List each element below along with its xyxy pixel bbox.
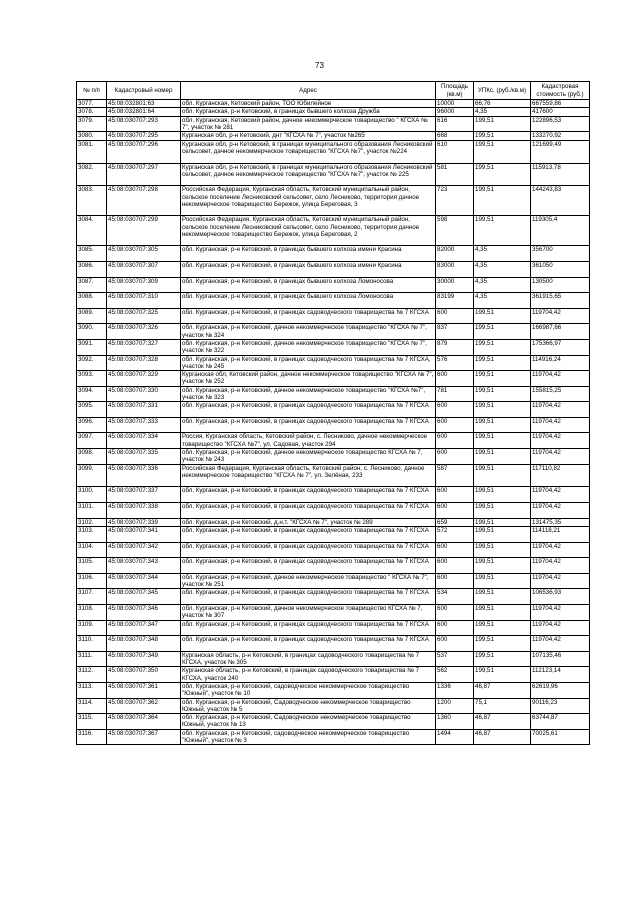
cell-upks: 199,51	[474, 449, 531, 465]
table-row	[77, 216, 590, 246]
cell-cadastral-cost: 62619,96	[531, 682, 590, 698]
cell-cadastral-number: 45:08:030707:331	[107, 402, 181, 418]
cell-address: Российская Федерация, Курганская область, Кетовский муниципальный район, сельское поселение Лесниковский сельсовет, село Лесниково, территория дачное некоммерческое товарищество Бережок, улица Береговая, 3	[181, 186, 436, 216]
cell-area: 1494	[436, 729, 474, 745]
cell-num: 3095.	[77, 402, 107, 418]
cell-cadastral-number: 45:08:030707:326	[107, 324, 181, 340]
cell-area: 600	[436, 620, 474, 636]
cell-num: 3107.	[77, 589, 107, 605]
cell-cadastral-cost: 361050	[531, 261, 590, 277]
cell-cadastral-cost: 106536,93	[531, 589, 590, 605]
cell-upks: 199,51	[474, 116, 531, 132]
table-row	[77, 140, 590, 163]
cell-upks: 199,51	[474, 620, 531, 636]
cell-area: 83199	[436, 293, 474, 309]
cell-num: 3112.	[77, 667, 107, 683]
cell-num: 3087.	[77, 277, 107, 293]
cell-cadastral-cost: 119704,42	[531, 371, 590, 387]
cell-address: обл. Курганская, р-н Кетовский, дачное некоммерческое товарищество КГСХА № 7, участок № 307	[181, 605, 436, 621]
cell-area: 581	[436, 163, 474, 186]
cell-upks: 199,51	[474, 667, 531, 683]
cell-cadastral-cost: 166987,66	[531, 324, 590, 340]
cell-address: обл. Курганская, р-н Кетовский, в границах бывшего колхоза Ломоносова	[181, 277, 436, 293]
cell-cadastral-cost: 119704,42	[531, 573, 590, 589]
cell-num: 3103.	[77, 527, 107, 543]
table-row	[77, 277, 590, 293]
cell-num: 3078.	[77, 108, 107, 116]
cell-cadastral-cost: 356700	[531, 246, 590, 262]
cell-cadastral-number: 45:08:030707:333	[107, 417, 181, 433]
table-row	[77, 116, 590, 132]
cell-cadastral-number: 45:08:030707:338	[107, 503, 181, 519]
cell-area: 616	[436, 116, 474, 132]
cell-cadastral-cost: 175366,97	[531, 339, 590, 355]
cell-num: 3101.	[77, 503, 107, 519]
cell-address: обл. Курганская, р-н Кетовский, в границах садоводческого товарищества № 7 КГСХА	[181, 308, 436, 324]
cell-cadastral-number: 45:08:030707:329	[107, 371, 181, 387]
cell-upks: 199,51	[474, 386, 531, 402]
cell-address: обл. Курганская, р-н Кетовский, дачное некоммерческое товарищество КГСХА № 7, участок № 243	[181, 449, 436, 465]
cell-area: 1360	[436, 714, 474, 730]
cell-upks: 199,51	[474, 324, 531, 340]
cell-num: 3102.	[77, 518, 107, 526]
cell-area: 96000	[436, 108, 474, 116]
cell-address: обл. Курганская, р-н Кетовский, в границах садоводческого товарищества № 7 КГСХА	[181, 620, 436, 636]
cell-cadastral-cost: 117110,82	[531, 464, 590, 487]
cell-cadastral-number: 45:08:030707:293	[107, 116, 181, 132]
cell-cadastral-cost: 119704,42	[531, 558, 590, 574]
cell-cadastral-number: 45:08:030707:298	[107, 186, 181, 216]
table-row	[77, 682, 590, 698]
cell-cadastral-number: 45:08:032801:63	[107, 100, 181, 108]
table-row	[77, 100, 590, 108]
cell-num: 3097.	[77, 433, 107, 449]
cell-address: обл. Курганская, р-н Кетовский, дачное некоммерческое товарищество " КГСХА № 7", участок № 251	[181, 573, 436, 589]
table-row	[77, 698, 590, 714]
table-row	[77, 589, 590, 605]
cell-area: 1200	[436, 698, 474, 714]
table-row	[77, 636, 590, 652]
cell-cadastral-number: 45:08:032801:64	[107, 108, 181, 116]
cell-upks: 199,51	[474, 518, 531, 526]
cell-upks: 4,35	[474, 293, 531, 309]
table-row	[77, 186, 590, 216]
table-row	[77, 464, 590, 487]
cell-cadastral-cost: 119704,42	[531, 402, 590, 418]
cell-upks: 199,51	[474, 186, 531, 216]
cell-upks: 199,51	[474, 402, 531, 418]
cell-num: 3086.	[77, 261, 107, 277]
cell-address: Курганская обл, р-н Кетовский, днт "КГСХА № 7", участок №265	[181, 132, 436, 140]
cell-address: обл. Курганская, р-н Кетовский, в границах садоводческого товарищества № 7 КГСХА	[181, 527, 436, 543]
table-row	[77, 371, 590, 387]
cell-cadastral-cost: 112123,14	[531, 667, 590, 683]
table-row	[77, 386, 590, 402]
cell-cadastral-number: 45:08:030707:327	[107, 339, 181, 355]
cell-cadastral-number: 45:08:030707:325	[107, 308, 181, 324]
cell-cadastral-cost: 90116,23	[531, 698, 590, 714]
cell-upks: 199,51	[474, 216, 531, 246]
cell-upks: 199,51	[474, 558, 531, 574]
cell-upks: 199,51	[474, 339, 531, 355]
cell-upks: 199,51	[474, 487, 531, 503]
cell-cadastral-cost: 63744,87	[531, 714, 590, 730]
cell-address: обл. Курганская, р-н Кетовский, в границах садоводческого товарищества № 7 КГСХА	[181, 402, 436, 418]
cell-cadastral-number: 45:08:030707:341	[107, 527, 181, 543]
cell-cadastral-number: 45:08:030707:362	[107, 698, 181, 714]
cell-upks: 199,51	[474, 417, 531, 433]
cell-num: 3094.	[77, 386, 107, 402]
cell-address: Россия, Курганская область, Кетовский район, с. Лесниково, дачное некоммерческое товарищество "КГСХА №7", ул. Садовая, участок 294	[181, 433, 436, 449]
cell-cadastral-number: 45:08:030707:348	[107, 636, 181, 652]
cell-upks: 4,35	[474, 246, 531, 262]
cell-address: обл. Курганская, р-н Кетовский, в границах садоводческого товарищества № 7 КГСХА	[181, 417, 436, 433]
cell-cadastral-number: 45:08:030707:349	[107, 651, 181, 667]
cell-area: 600	[436, 503, 474, 519]
cell-address: обл. Курганская, Кетовский район, дачное некоммерческое товарищество " КГСХА № 7", участок № 281	[181, 116, 436, 132]
cell-cadastral-number: 45:08:030707:330	[107, 386, 181, 402]
cell-cadastral-cost: 361915,65	[531, 293, 590, 309]
cell-address: обл. Курганская, р-н Кетовский, в границах бывшего колхоза Ломоносова	[181, 293, 436, 309]
cell-cadastral-number: 45:08:030707:367	[107, 729, 181, 745]
cell-address: Курганская обл, р-н Кетовский, в границах муниципального образования Лесниковский сельсовет, дачное некоммерческое товарищество "КГСХА №7", участок № 225	[181, 163, 436, 186]
cell-area: 534	[436, 589, 474, 605]
table-row	[77, 163, 590, 186]
cell-upks: 4,35	[474, 261, 531, 277]
cell-num: 3098.	[77, 449, 107, 465]
cell-area: 10000	[436, 100, 474, 108]
cell-area: 562	[436, 667, 474, 683]
cell-cadastral-number: 45:08:030707:343	[107, 558, 181, 574]
cell-num: 3085.	[77, 246, 107, 262]
table-row	[77, 503, 590, 519]
cell-cadastral-cost: 133270,92	[531, 132, 590, 140]
cell-upks: 199,51	[474, 636, 531, 652]
table-row	[77, 449, 590, 465]
cell-cadastral-cost: 155815,25	[531, 386, 590, 402]
cell-num: 3083.	[77, 186, 107, 216]
cell-num: 3113.	[77, 682, 107, 698]
cell-cadastral-number: 45:08:030707:345	[107, 589, 181, 605]
cell-upks: 75,1	[474, 698, 531, 714]
table-row	[77, 558, 590, 574]
cell-cadastral-number: 45:08:030707:296	[107, 140, 181, 163]
cell-address: обл. Курганская, р-н Кетовский, дачное некоммерческое товарищество "КГСХА № 7", участок № 322	[181, 339, 436, 355]
cell-address: Курганская обл, р-н Кетовский, в границах муниципального образования Лесниковский сельсовет, дачное некоммерческое товарищество "КГСХА №7", участок №224	[181, 140, 436, 163]
cell-cadastral-number: 45:08:030707:344	[107, 573, 181, 589]
cell-area: 82000	[436, 246, 474, 262]
cell-cadastral-cost: 114118,21	[531, 527, 590, 543]
cell-area: 30000	[436, 277, 474, 293]
cell-upks: 46,87	[474, 714, 531, 730]
cell-cadastral-cost: 119704,42	[531, 605, 590, 621]
cell-address: обл. Курганская, р-н Кетовский, в границах бывшего колхоза имени Красина	[181, 246, 436, 262]
cell-num: 3096.	[77, 417, 107, 433]
cell-upks: 199,51	[474, 542, 531, 558]
cell-upks: 46,87	[474, 729, 531, 745]
header-upks: УПКс. (руб./кв.м)	[474, 82, 531, 100]
header-address: Адрес	[181, 82, 436, 100]
cell-area: 600	[436, 417, 474, 433]
cell-cadastral-cost: 119704,42	[531, 620, 590, 636]
cell-upks: 199,51	[474, 527, 531, 543]
table-row	[77, 132, 590, 140]
cell-cadastral-cost: 70025,61	[531, 729, 590, 745]
table-row	[77, 108, 590, 116]
cell-cadastral-number: 45:08:030707:328	[107, 355, 181, 371]
cell-upks: 199,51	[474, 589, 531, 605]
cadastral-table	[76, 81, 590, 745]
table-row	[77, 487, 590, 503]
header-cadastral-cost: Кадастровая стоимость (руб.)	[531, 82, 590, 100]
cell-cadastral-cost: 667559,86	[531, 100, 590, 108]
cell-address: Курганская область, р-н Кетовский, в границах садоводческого товарищества № 7 КГСХА, участок 240	[181, 667, 436, 683]
cell-num: 3104.	[77, 542, 107, 558]
cell-cadastral-cost: 121699,49	[531, 140, 590, 163]
cell-upks: 199,51	[474, 573, 531, 589]
cell-address: обл. Курганская, р-н Кетовский, в границах садоводческого товарищества № 7 КГСХА	[181, 636, 436, 652]
cell-area: 537	[436, 651, 474, 667]
table-row	[77, 402, 590, 418]
header-num: № п/п	[77, 82, 107, 100]
table-row	[77, 620, 590, 636]
cell-cadastral-cost: 119704,42	[531, 449, 590, 465]
cell-area: 572	[436, 527, 474, 543]
cell-address: обл. Курганская, р-н Кетовский, в границах садоводческого товарищества № 7 КГСХА	[181, 542, 436, 558]
table-body	[77, 100, 590, 745]
cell-num: 3082.	[77, 163, 107, 186]
cell-cadastral-cost: 119704,42	[531, 542, 590, 558]
cell-cadastral-number: 45:08:030707:361	[107, 682, 181, 698]
cell-upks: 199,51	[474, 464, 531, 487]
cell-cadastral-number: 45:08:030707:295	[107, 132, 181, 140]
cell-upks: 66,76	[474, 100, 531, 108]
cell-num: 3111.	[77, 651, 107, 667]
cell-address: обл. Курганская, Кетовский район, ТОО Юбилейное	[181, 100, 436, 108]
cell-area: 1336	[436, 682, 474, 698]
cell-cadastral-cost: 107135,46	[531, 651, 590, 667]
cell-address: обл. Курганская, р-н Кетовский, Садоводческое некоммерческое товарищество Южный, участок № 13	[181, 714, 436, 730]
cell-num: 3109.	[77, 620, 107, 636]
cell-upks: 199,51	[474, 651, 531, 667]
cell-address: Российская Федерация, Курганская область, Кетовский муниципальный район, сельское поселение Лесниковский сельсовет, село Лесниково, территория дачное некоммерческое товарищество Бережок, улица Береговая, 2	[181, 216, 436, 246]
cell-upks: 199,51	[474, 140, 531, 163]
cell-area: 600	[436, 636, 474, 652]
cell-upks: 199,51	[474, 433, 531, 449]
cell-cadastral-cost: 114916,24	[531, 355, 590, 371]
cell-cadastral-number: 45:08:030707:305	[107, 246, 181, 262]
cell-address: обл. Курганская, р-н Кетовский, садоводческое некоммерческое товарищество "Южный", участок № 3	[181, 729, 436, 745]
cell-num: 3089.	[77, 308, 107, 324]
cell-num: 3106.	[77, 573, 107, 589]
cell-address: обл. Курганская, р-н Кетовский, в границах садоводческого товарищества № 7 КГСХА	[181, 503, 436, 519]
cell-upks: 199,51	[474, 371, 531, 387]
cell-cadastral-cost: 130500	[531, 277, 590, 293]
cell-area: 600	[436, 558, 474, 574]
cell-cadastral-number: 45:08:030707:364	[107, 714, 181, 730]
cell-cadastral-number: 45:08:030707:350	[107, 667, 181, 683]
cell-num: 3108.	[77, 605, 107, 621]
table-header	[77, 82, 590, 100]
cell-num: 3092.	[77, 355, 107, 371]
cell-cadastral-number: 45:08:030707:342	[107, 542, 181, 558]
cell-area: 879	[436, 339, 474, 355]
table-row	[77, 542, 590, 558]
table-row	[77, 667, 590, 683]
cell-num: 3084.	[77, 216, 107, 246]
cell-upks: 199,51	[474, 163, 531, 186]
cell-cadastral-cost: 144243,83	[531, 186, 590, 216]
cell-cadastral-number: 45:08:030707:336	[107, 464, 181, 487]
cell-address: обл. Курганская, р-н Кетовский, в границах садоводческого товарищества № 7 КГСХА	[181, 487, 436, 503]
cell-cadastral-cost: 119704,42	[531, 417, 590, 433]
cell-cadastral-number: 45:08:030707:335	[107, 449, 181, 465]
cell-address: обл. Курганская, р-н Кетовский, в границах садоводческого товарищества № 7 КГСХА	[181, 558, 436, 574]
cell-cadastral-number: 45:08:030707:339	[107, 518, 181, 526]
cell-area: 659	[436, 518, 474, 526]
cell-num: 3099.	[77, 464, 107, 487]
header-cadastral-number: Кадастровый номер	[107, 82, 181, 100]
cell-upks: 199,51	[474, 132, 531, 140]
cell-cadastral-number: 45:08:030707:347	[107, 620, 181, 636]
cell-num: 3093.	[77, 371, 107, 387]
cell-address: Курганская обл, Кетовский район, дачное некоммерческое товарищество "КГСХА № 7", участок № 252	[181, 371, 436, 387]
cell-area: 781	[436, 386, 474, 402]
cell-address: обл. Курганская, р-н Кетовский, в границах садоводческого товарищества № 7 КГСХА, участок № 245	[181, 355, 436, 371]
cell-cadastral-cost: 119704,42	[531, 433, 590, 449]
table-row	[77, 573, 590, 589]
cell-address: обл. Курганская, р-н Кетовский, д.н.т. "КГСХА № 7", участок № 289	[181, 518, 436, 526]
cell-area: 600	[436, 449, 474, 465]
cell-area: 600	[436, 308, 474, 324]
cell-area: 587	[436, 464, 474, 487]
cell-area: 600	[436, 573, 474, 589]
cell-cadastral-cost: 417600	[531, 108, 590, 116]
header-area: Площадь (кв.м)	[436, 82, 474, 100]
cell-area: 837	[436, 324, 474, 340]
table-row	[77, 324, 590, 340]
cell-num: 3081.	[77, 140, 107, 163]
cell-cadastral-number: 45:08:030707:307	[107, 261, 181, 277]
cell-num: 3114.	[77, 698, 107, 714]
table-row	[77, 518, 590, 526]
cell-address: обл. Курганская, р-н Кетовский, в границах садоводческого товарищества № 7 КГСХА	[181, 589, 436, 605]
cell-upks: 4,35	[474, 277, 531, 293]
table-row	[77, 339, 590, 355]
cell-num: 3100.	[77, 487, 107, 503]
cell-address: обл. Курганская, р-н Кетовский, дачное некоммерческое товарищество "КГСХА №7", участок № 323	[181, 386, 436, 402]
cell-num: 3090.	[77, 324, 107, 340]
cell-address: обл. Курганская, р-н Кетовский, в границах бывшего колхоза имени Красина	[181, 261, 436, 277]
cell-num: 3080.	[77, 132, 107, 140]
table-row	[77, 261, 590, 277]
cell-address: Курганская область, р-н Кетовский, в границах садоводческого товарищества № 7 КГСХА, участок № 305	[181, 651, 436, 667]
cell-num: 3077.	[77, 100, 107, 108]
cell-cadastral-number: 45:08:030707:334	[107, 433, 181, 449]
cell-cadastral-cost: 119704,42	[531, 503, 590, 519]
cell-area: 600	[436, 371, 474, 387]
cell-upks: 4,35	[474, 108, 531, 116]
cell-upks: 199,51	[474, 308, 531, 324]
cell-area: 576	[436, 355, 474, 371]
cell-upks: 199,51	[474, 605, 531, 621]
table-row	[77, 605, 590, 621]
cell-cadastral-cost: 115913,78	[531, 163, 590, 186]
cell-area: 83000	[436, 261, 474, 277]
table-row	[77, 714, 590, 730]
cell-cadastral-cost: 119704,42	[531, 487, 590, 503]
table-row	[77, 293, 590, 309]
cell-area: 600	[436, 542, 474, 558]
table-row	[77, 308, 590, 324]
cell-cadastral-cost: 119704,42	[531, 308, 590, 324]
cell-num: 3110.	[77, 636, 107, 652]
cell-upks: 199,51	[474, 355, 531, 371]
cell-area: 723	[436, 186, 474, 216]
cell-num: 3105.	[77, 558, 107, 574]
cell-num: 3116.	[77, 729, 107, 745]
cell-cadastral-number: 45:08:030707:310	[107, 293, 181, 309]
cell-cadastral-number: 45:08:030707:297	[107, 163, 181, 186]
page-number: 73	[315, 61, 324, 70]
table-row	[77, 651, 590, 667]
cell-cadastral-number: 45:08:030707:309	[107, 277, 181, 293]
cell-upks: 46,87	[474, 682, 531, 698]
cell-area: 600	[436, 605, 474, 621]
cell-num: 3115.	[77, 714, 107, 730]
cell-upks: 199,51	[474, 503, 531, 519]
cell-area: 600	[436, 487, 474, 503]
table-row	[77, 355, 590, 371]
cell-area: 610	[436, 140, 474, 163]
cell-address: обл. Курганская, р-н Кетовский, Садоводческое некоммерческое товарищество Южный, участок № 5	[181, 698, 436, 714]
cell-address: обл. Курганская, р-н Кетовский, в границах бывшего колхоза Дружба	[181, 108, 436, 116]
cell-area: 600	[436, 402, 474, 418]
cell-area: 600	[436, 433, 474, 449]
cell-address: обл. Курганская, р-н Кетовский, дачное некоммерческое товарищество "КГСХА № 7", участок № 324	[181, 324, 436, 340]
cell-address: Российская Федерация, Курганская область, Кетовский район, с. Лесниково, дачное некоммерческое товарищество "КГСХА № 7", ул. Зелёная, 233	[181, 464, 436, 487]
cell-cadastral-number: 45:08:030707:299	[107, 216, 181, 246]
cell-cadastral-cost: 119704,42	[531, 636, 590, 652]
table-row	[77, 417, 590, 433]
cell-num: 3079.	[77, 116, 107, 132]
cell-cadastral-cost: 122896,53	[531, 116, 590, 132]
table-row	[77, 433, 590, 449]
cell-cadastral-number: 45:08:030707:346	[107, 605, 181, 621]
cell-address: обл. Курганская, р-н Кетовский, садоводческое некоммерческое товарищество "Южный", участок № 10	[181, 682, 436, 698]
table-row	[77, 246, 590, 262]
cell-cadastral-cost: 119305,4	[531, 216, 590, 246]
table-row	[77, 527, 590, 543]
cell-area: 668	[436, 132, 474, 140]
cell-area: 598	[436, 216, 474, 246]
cell-cadastral-cost: 131475,35	[531, 518, 590, 526]
cell-num: 3088.	[77, 293, 107, 309]
cell-num: 3091.	[77, 339, 107, 355]
table-row	[77, 729, 590, 745]
cell-cadastral-number: 45:08:030707:337	[107, 487, 181, 503]
